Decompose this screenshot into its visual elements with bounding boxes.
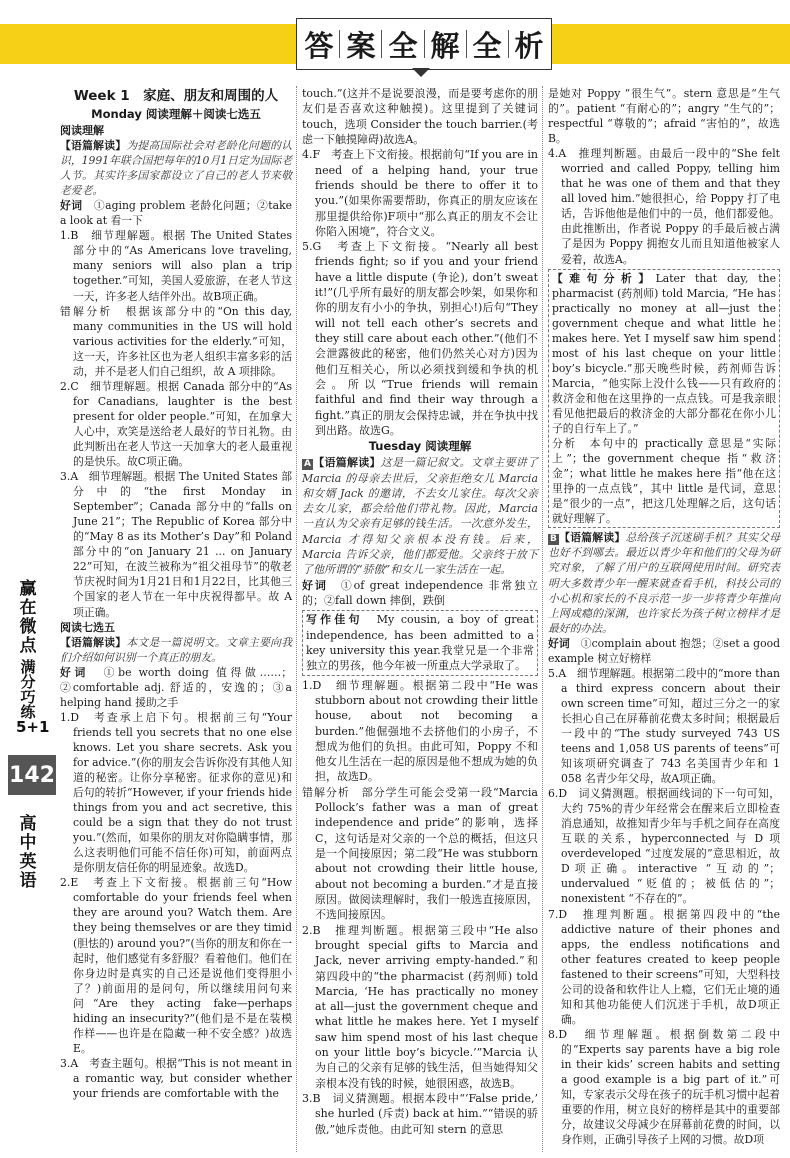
analysis-label: 【语篇解读】: [60, 139, 127, 153]
page-header: [0, 0, 790, 72]
answer-item: 1.B 细节理解题。根据 The United States 部分中的“As Americans love traveling, many seniors will also plan a trip together.”可知，美国人爱旅游，在老人节这一天，许多老人结伴外出。故B项正确。: [60, 229, 292, 303]
answer-item: 8.D 细节理解题。根据倒数第二段中的“Experts say parents have a big role in their kids’ screen habits and setting a good example is a big part of it.”可知，专家表示父母在孩子的玩手机习惯中起着重要的作用，树立良好的榜样是其中的重要部分，故建议父母减少在屏幕前花费的时间，以身作则，正确引导孩子上网的习惯。故D项: [548, 1027, 780, 1147]
header-char: 全: [388, 28, 418, 63]
vocab-note: 好词 ①be worth doing 值得做……；②comfortable adj. 舒适的，安逸的；③a helping hand 援助之手: [60, 665, 292, 709]
writing-sentence-box: 写作佳句 My cousin, a boy of great independence, has been admitted to a key university this year.我堂兄是一个非常独立的男孩，他今年被一所重点大学录取了。: [302, 610, 538, 675]
section-heading: 阅读七选五: [60, 620, 115, 634]
side-subject: 高中英语: [19, 814, 37, 891]
page-number: 142: [8, 755, 56, 795]
answer-item: 3.A 考查主题句。根据“This is not meant in a romantic way, but consider whether your friends are comfortable with the: [60, 1056, 292, 1100]
column-3: [548, 86, 780, 1147]
hard-sentence-label: 【难句分析】: [552, 271, 656, 285]
column-2: [302, 86, 538, 1137]
error-analysis: 错解分析 部分学生可能会受第一段“Marcia Pollock’s father was a man of great independence and pride”的影响，选择C，这句话是对父亲的一个总的概括，但这只是一个间接原因；第二段“He was stubborn about not crowding their little house, about not becoming a burden.”才是直接原因。做阅读理解时，我们一般选直接原因，不选间接原因。: [302, 785, 538, 922]
answer-item: 2.E 考查上下文衔接。根据前三句“How comfortable do your friends feel when they are around you? Watch them. Are they being themselves or are they timid (胆怯的) around you?”(当你的朋友和你在一起时，他们感觉有多舒服？看着他们。他们在你身边时是真实的自己还是说他们变得胆小了？)前面用的是问句，所以继续用问句来问“Are they acting fake—perhaps hiding an insecurity?”(他们是不是在装模作样——也许是在隐藏一种不安全感？)故选E。: [60, 876, 292, 1055]
header-char: 析: [514, 28, 544, 63]
column-1: [60, 86, 292, 1101]
answer-item: 4.A 推理判断题。由最后一段中的“She felt worried and called Poppy, telling him that he was one of them and that they all loved him.”她很担心，给 Poppy 打了电话，告诉他他是他们中的一员，他们都爱他。由此推断出，作者说 Poppy 的手最后被占满了是因为 Poppy 拥抱女儿而且知道他被家人爱着，故选A。: [548, 147, 780, 266]
hard-sentence-text: Later that day, the pharmacist (药剂师) told Marcia, “He has practically no money at all—just the government cheque and what little he makes here. Yet I myself saw him spend most of his last cheque on your little boy’s bicycle.”那天晚些时候，药剂师告诉 Marcia，“他实际上没什么钱——只有政府的救济金和他在这里挣的一点点钱。可是我亲眼看见他把最后的救济金的大部分都花在你小儿子的自行车上了。”: [552, 271, 776, 436]
passage-tag: B: [550, 534, 557, 545]
answer-item: 3.B 词义猜测题。根据本段中“‘False pride,’ she hurled (斥责) back at him.”“错误的骄傲,”她斥责他。由此可知 stern 的意思: [302, 1092, 538, 1136]
passage-analysis: B 【语篇解读】总给孩子沉迷刷手机？其实父母也好不到哪去。最近以青少年和他们的父母为研究对象，了解了用户的互联网使用时间。研究表明大多数青少年一醒来就查看手机，科技公司的小心机和家长的不良示范一步一步将青少年推向上网成瘾的深渊，也许家长为孩子树立榜样才是最好的办法。: [548, 531, 781, 635]
analysis-text: 为提高国际社会对老龄化问题的认识，1991年联合国把每年的10月1日定为国际老人节。其实许多国家都设立了自己的老人节来敬老爱老。: [60, 139, 293, 198]
passage-analysis: 【语篇解读】本文是一篇说明文。文章主要向我们介绍如何识别一个真正的朋友。: [60, 635, 293, 664]
answer-item-continued: 是她对 Poppy “很生气”。stern 意思是“生气的”。patient “有耐心的”；angry “生气的”；respectful “尊敬的”；afraid “害怕的”，故选B。: [548, 87, 780, 146]
answer-item: 4.F 考查上下文衔接。根据前句“If you are in need of a helping hand, your true friends should be there to offer it to you.”(如果你需要帮助，你真正的朋友应该在那里提供给你)F项中“那么真正的朋友不会让你陷入困境”，符合文义。: [302, 148, 538, 238]
column-divider: [296, 86, 297, 1152]
header-char: 答: [304, 28, 334, 63]
side-tab: [0, 580, 60, 1000]
day-title: Tuesday 阅读理解: [368, 439, 472, 454]
day-title: Monday 阅读理解＋阅读七选五: [91, 107, 261, 121]
vocab-label: 好词: [60, 199, 83, 213]
answer-item: 3.A 细节理解题。根据 The United States 部分中的“the first Monday in September”；Canada 部分中的“falls on June 21”；The Republic of Korea 部分中的“May 8 as its Mother’s Day”和 Poland 部分中的“on January 21 ... on January 22”可知，在波兰被称为“祖父祖母节”的敬老节庆祝时间为1月21日和1月22日，比其他三个国家的老人节在一年中庆祝得都早。故 A 项正确。: [60, 470, 292, 619]
answer-item: 2.C 细节理解题。根据 Canada 部分中的“As for Canadians, laughter is the best present for older people.”可知，在加拿大人心中，欢笑是送给老人最好的节日礼物。由此判断出在老人节这一天加拿大的老人最重视的是快乐。故C项正确。: [60, 379, 292, 469]
vocab-text: ①aging problem 老龄化问题；②take a look at 看一下: [60, 199, 293, 228]
hard-sentence-box: [548, 269, 780, 529]
answer-item: 5.A 细节理解题。根据第二段中的“more than a third express concern about their own screen time”可知，超过三分之一的家长担心自己在屏幕前花费太多时间；根据最后一段中的“The study surveyed 743 US teens and 1,058 US parents of teens”可知该项研究调查了 743 名美国青少年和 1 058 名青少年父母，故A项正确。: [548, 666, 780, 786]
header-title-box: [296, 18, 552, 70]
header-char: 全: [472, 28, 502, 63]
header-pointer-icon: [412, 68, 430, 77]
hard-sentence-analysis: 分析 本句中的 practically 意思是“实际上”；the government cheque 指“救济金”；what little he makes here 指“他在这里挣的一点点钱”，其中 little 是代词，意思是“很少的一点”，把这几处理解之后，这句话就好理解了。: [552, 437, 776, 526]
vocab-note: [60, 198, 292, 228]
passage-analysis: A 【语篇解读】这是一篇记叙文。文章主要讲了 Marcia 的母亲去世后，父亲拒绝女儿 Marcia 和女婿 Jack 的邀请，不去女儿家住。每次父亲去女儿家，都会给他们带礼物。因此，Marcia 一直认为父亲有足够的钱生活。一次意外发生，Marcia 才得知父亲根本没有钱。后来，Marcia 告诉父亲，他们都爱他。父亲终于放下了他所谓的“骄傲”和女儿一家生活在一起。: [302, 456, 539, 577]
column-divider: [542, 86, 543, 1152]
answer-item: 1.D 考查承上启下句。根据前三句“Your friends tell you secrets that no one else knows. Let you share secrets. Ask you for advice.”(你的朋友会告诉你没有其他人知道的秘密。让你分享秘密。征求你的意见)和后句的转折“However, if your friends hide things from you and act secretive, this could be a sign that they do not trust you.”(然而，如果你的朋友对你隐瞒事情，那么这表明他们可能不信任你)可知，前面两点是你朋友信任你的明显迹象。故选D。: [60, 710, 292, 875]
vocab-note: 好词 ①complain about 抱怨；②set a good example 树立好榜样: [548, 636, 780, 665]
side-series-title: 赢在微点: [19, 579, 37, 656]
answer-item: 5.G 考查上下文衔接。“Nearly all best friends fight; so if you and your friend have a little dispute (争论), don’t sweat it!”(几乎所有最好的朋友都会吵架，如果你和你的朋友有小小的争执，别担心!)后句“They will not tell each other’s secrets and they still care about each other.”(他们不会泄露彼此的秘密，他们仍然关心对方)因为他们互相关心，所以必须找到缓和争执的机会。所以“True friends will remain faithful and find their way through a fight.”真正的朋友会保持忠诚，并在争执中找到出路。故选G。: [302, 240, 538, 437]
side-series-subtitle: 满分巧练5+1: [16, 658, 50, 736]
vocab-note: 好词 ①of great independence 非常独立的；②fall down 摔倒，跌倒: [302, 578, 539, 607]
passage-analysis: [60, 138, 292, 198]
error-analysis: 错解分析 根据该部分中的“On this day, many communities in the US will hold various activities for the elderly.”可知，这一天，许多社区也为老人组织丰富多彩的活动，并不是老人们自己组织，故 A 项排除。: [60, 304, 292, 378]
answer-item: 2.B 推理判断题。根据第三段中“He also brought special gifts to Marcia and Jack, never arriving empty-handed.”和第四段中的“the pharmacist (药剂师) told Marcia, ‘He has practically no money at all—just the government cheque and what little he makes here. Yet I myself saw him spend most of his last cheque on your little boy’s bicycle.’”Marcia 认为自己的父亲有足够的钱生活，但当她得知父亲根本没有钱的时候，她很困惑，故选B。: [302, 923, 538, 1090]
section-heading: 阅读理解: [60, 124, 104, 137]
week-title: Week 1 家庭、朋友和周围的人: [73, 88, 279, 104]
header-char: 解: [430, 28, 460, 63]
passage-tag: A: [304, 459, 311, 470]
answer-item: 1.D 细节理解题。根据第二段中“He was stubborn about not crowding their little house, about not becoming a burden.”他倔强地不去挤他们的小房子，不想成为他们的负担。由此可知，Poppy 不和他女儿生活在一起的原因是他不想成为她的负担，故选D。: [302, 678, 538, 784]
answer-item: 6.D 词义猜测题。根据画线词的下一句可知，大约 75%的青少年经常会在醒来后立即检查消息通知，故推知青少年与手机之间存在高度互联的关系，hyperconnected 与 D 项 overdeveloped “过度发展的”意思相近，故D项正确。interactive “互动的”；undervalued “贬值的；被低估的”；nonexistent “不存在的”。: [548, 787, 780, 906]
header-char: 案: [346, 28, 376, 63]
answer-item: 7.D 推理判断题。根据第四段中的“the addictive nature of their phones and apps, the endless notifications and other features created to keep people fastened to their screens”可知，大型科技公司的设备和软件让人上瘾，它们无止境的通知和其他功能使人们沉迷于手机，故D项正确。: [548, 907, 780, 1026]
answer-item-continued: touch.”(这并不是说要浪漫，而是要考虑你的朋友们是否喜欢这种触摸)。这里提到了关键词 touch，选项 Consider the touch barrier.(考虑一下触摸障碍)故选A。: [302, 87, 538, 146]
